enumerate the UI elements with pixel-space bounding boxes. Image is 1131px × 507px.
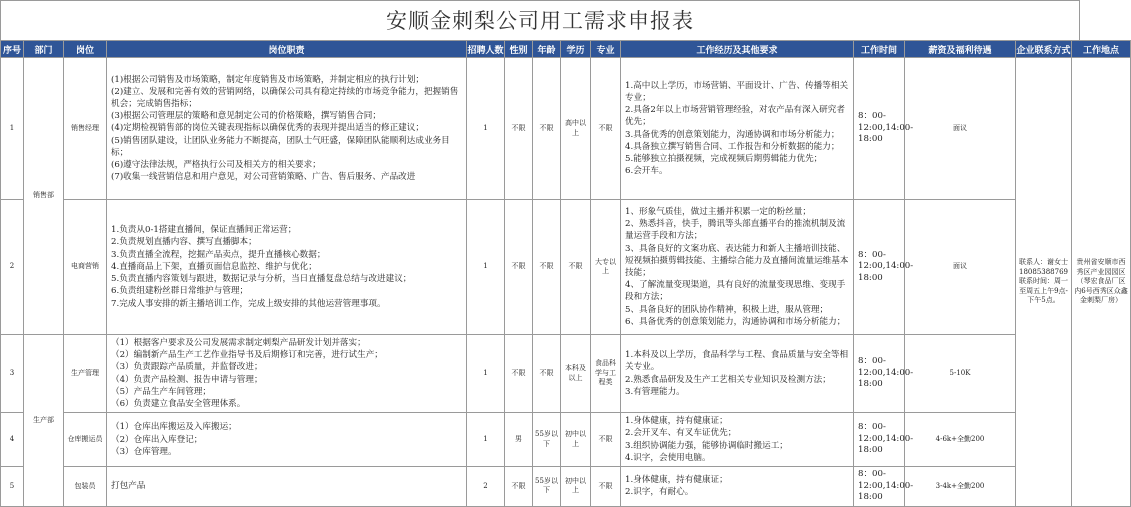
cell-pay: 5-10K: [905, 335, 1016, 413]
cell-major: 食品科学与工程类: [591, 335, 621, 413]
text-line: （3）仓库管理。: [111, 446, 177, 457]
header-pay: 薪资及福利待遇: [905, 41, 1016, 58]
text-line: （4）负责产品检测、报告申请与管理；: [111, 374, 263, 385]
text-line: 打包产品: [111, 481, 146, 492]
text-line: 2.熟悉食品研发及生产工艺相关专业知识及检测方法；: [625, 374, 831, 385]
cell-seq: 2: [1, 200, 24, 335]
text-line: (2)建立、发展和完善有效的营销网络，以确保公司具有稳定持续的市场竞争能力，把握销售机会；完成销售指标；: [111, 86, 459, 109]
text-line: 6.会开车。: [625, 166, 668, 177]
text-line: 5.负责直播内容策划与跟进，数据记录与分析，当日直播复盘总结与改进建议；: [111, 274, 412, 285]
cell-duty: [107, 413, 467, 467]
cell-age: 不限: [533, 200, 561, 335]
text-line: 3.有管理能力。: [625, 386, 685, 397]
cell-requirements: [621, 335, 854, 413]
cell-major: 大专以上: [591, 200, 621, 335]
cell-contact: [1016, 58, 1072, 507]
cell-place: 贵州省安顺市西秀区产业园园区（琴宏食品厂区内6号西秀区众鑫金刺梨厂房）: [1072, 58, 1131, 507]
cell-gender: 不限: [505, 467, 533, 507]
text-line: 联系时间：周一至周五上午9点-下午5点。: [1019, 277, 1068, 305]
text-line: 2.具备2年以上市场营销管理经验，对农产品有深入研究者优先；: [625, 105, 845, 128]
header-seq: 序号: [1, 41, 24, 58]
cell-edu: 本科及以上: [561, 335, 591, 413]
cell-requirements: [621, 58, 854, 200]
text-line: 3.负责直播全流程，挖掘产品卖点，提升直播核心数据；: [111, 249, 326, 260]
cell-pay: 面议: [905, 58, 1016, 200]
header-duty: 岗位职责: [107, 41, 467, 58]
header-edu: 学历: [561, 41, 591, 58]
header-place: 工作地点: [1072, 41, 1131, 58]
cell-gender: 不限: [505, 200, 533, 335]
cell-count: 1: [467, 335, 505, 413]
cell-duty: [107, 200, 467, 335]
table-row: [1, 335, 1131, 413]
header-gender: 性别: [505, 41, 533, 58]
cell-dept-production: 生产部: [24, 335, 64, 507]
text-line: 1.身体健康，持有健康证；: [625, 416, 728, 427]
text-line: （5）产品生产车间管理；: [111, 386, 211, 397]
text-line: （2）编制新产品生产工艺作业指导书及后期修订和完善，进行试生产；: [111, 350, 383, 361]
cell-work-time: 8：00-12:00,14:00-18:00: [854, 200, 905, 335]
cell-work-time: 8：00-12:00,14:00-18:00: [854, 335, 905, 413]
cell-post: 包装员: [64, 467, 107, 507]
text-line: 6.负责组建粉丝群日常维护与管理；: [111, 286, 249, 297]
table-row: [1, 413, 1131, 467]
text-line: (4)定期检视销售部的岗位关键表现指标以确保优秀的表现并提出适当的修正建议；: [111, 123, 424, 134]
text-line: (7)收集一线营销信息和用户意见，对公司营销策略、广告、售后服务、产品改进: [111, 172, 416, 183]
text-line: (5)销售团队建设，让团队业务能力不断提高，团队士气旺盛，保障团队能顺利达成业务目标；: [111, 135, 450, 158]
table-row: [1, 467, 1131, 507]
header-major: 专业: [591, 41, 621, 58]
header-count: 招聘人数: [467, 41, 505, 58]
cell-gender: 男: [505, 413, 533, 467]
cell-age: 不限: [533, 58, 561, 200]
text-line: 联系人：谢女士18085388769: [1019, 258, 1068, 276]
header-post: 岗位: [64, 41, 107, 58]
cell-work-time: 8：00-12:00,14:00-18:00: [854, 467, 905, 507]
cell-requirements: [621, 413, 854, 467]
text-line: 1.本科及以上学历，食品科学与工程、食品质量与安全等相关专业。: [625, 350, 849, 373]
text-line: 6、具备优秀的创意策划能力，沟通协调和市场分析能力；: [625, 316, 846, 327]
header-requirements: 工作经历及其他要求: [621, 41, 854, 58]
cell-pay: 4-6k+全勤200: [905, 413, 1016, 467]
header-contact: 企业联系方式: [1016, 41, 1072, 58]
text-line: 1.身体健康，持有健康证；: [625, 475, 728, 486]
cell-count: 1: [467, 413, 505, 467]
cell-dept-sales: 销售部: [24, 58, 64, 335]
header-age: 年龄: [533, 41, 561, 58]
cell-major: 不限: [591, 413, 621, 467]
cell-seq: 5: [1, 467, 24, 507]
text-line: 3、具备良好的文案功底、表达能力和新人主播培训技能、短视频拍摄剪辑技能、主播综合能力及直播间流量运维基本技能；: [625, 243, 849, 278]
cell-duty: [107, 58, 467, 200]
table-header-row: [1, 41, 1131, 58]
text-line: 1.高中以上学历，市场营销、平面设计、广告、传播等相关专业；: [625, 80, 849, 103]
text-line: 7.完成人事安排的新主播培训工作，完成上级安排的其他运营管理事项。: [111, 298, 386, 309]
cell-post: 电商营销: [64, 200, 107, 335]
cell-edu: 高中以上: [561, 58, 591, 200]
cell-requirements: [621, 200, 854, 335]
text-line: (3)根据公司管理层的策略和意见制定公司的价格策略，撰写销售合同；: [111, 111, 381, 122]
cell-major: 不限: [591, 58, 621, 200]
cell-age: 55岁以下: [533, 413, 561, 467]
text-line: (6)遵守法律法规，严格执行公司及相关方的相关要求；: [111, 160, 321, 170]
text-line: (1)根据公司销售及市场策略，制定年度销售及市场策略，并制定相应的执行计划；: [111, 74, 424, 85]
cell-count: 1: [467, 200, 505, 335]
header-work-time: 工作时间: [854, 41, 905, 58]
requirement-table: [0, 40, 1131, 507]
cell-post: 仓库搬运员: [64, 413, 107, 467]
text-line: 2、熟悉抖音，快手，腾讯等头部直播平台的推流机制及流量运营手段和方法；: [625, 219, 846, 242]
header-dept: 部门: [24, 41, 64, 58]
cell-seq: 3: [1, 335, 24, 413]
cell-seq: 4: [1, 413, 24, 467]
cell-pay: 3-4k+全勤200: [905, 467, 1016, 507]
text-line: 5、具备良好的团队协作精神，积极上进，服从管理；: [625, 304, 829, 315]
cell-work-time: 8：00-12:00,14:00-18:00: [854, 58, 905, 200]
text-line: 3.具备优秀的创意策划能力，沟通协调和市场分析能力；: [625, 129, 840, 140]
cell-pay: 面议: [905, 200, 1016, 335]
text-line: 1、形象气质佳，做过主播并积累一定的粉丝量；: [625, 206, 811, 217]
text-line: 4、了解流量变现渠道，具有良好的流量变现思维、变现手段和方法；: [625, 280, 846, 303]
sheet-title: 安顺金刺梨公司用工需求申报表: [0, 0, 1080, 40]
text-line: （1）根据客户要求及公司发展需求制定刺梨产品研发计划并落实；: [111, 338, 366, 348]
cell-count: 1: [467, 58, 505, 200]
cell-post: 销售经理: [64, 58, 107, 200]
text-line: 2.会开叉车、有叉车证优先；: [625, 428, 737, 439]
text-line: （3）负责跟踪产品质量，并监督改进；: [111, 362, 263, 373]
text-line: 5.能够独立拍摄视频，完成视频后期剪辑能力优先；: [625, 153, 823, 164]
cell-gender: 不限: [505, 335, 533, 413]
cell-gender: 不限: [505, 58, 533, 200]
cell-major: 不限: [591, 467, 621, 507]
text-line: 4.直播商品上下架，直播页面信息监控、维护与优化；: [111, 261, 317, 272]
text-line: 4.具备独立撰写销售合同、工作报告和分析数据的能力；: [625, 141, 840, 152]
cell-count: 2: [467, 467, 505, 507]
cell-post: 生产管理: [64, 335, 107, 413]
cell-requirements: [621, 467, 854, 507]
text-line: （2）仓库出入库登记；: [111, 434, 203, 445]
cell-edu: 初中以上: [561, 467, 591, 507]
text-line: 2.识字，有耐心。: [625, 487, 694, 498]
text-line: 4.识字，会使用电脑。: [625, 452, 711, 463]
text-line: 2.负责规划直播内容、撰写直播脚本；: [111, 237, 257, 248]
text-line: （6）负责建立食品安全管理体系。: [111, 399, 246, 410]
cell-work-time: 8：00-12:00,14:00-18:00: [854, 413, 905, 467]
text-line: 3.组织协调能力强，能够协调临时搬运工；: [625, 440, 788, 451]
text-line: （1）仓库出库搬运及入库搬运；: [111, 422, 237, 433]
cell-edu: 初中以上: [561, 413, 591, 467]
cell-age: 不限: [533, 335, 561, 413]
cell-duty: [107, 467, 467, 507]
cell-edu: 不限: [561, 200, 591, 335]
text-line: 1.负责从0-1搭建直播间，保证直播间正常运营；: [111, 225, 297, 236]
cell-age: 55岁以下: [533, 467, 561, 507]
cell-seq: 1: [1, 58, 24, 200]
table-row: [1, 200, 1131, 335]
table-row: [1, 58, 1131, 200]
cell-duty: [107, 335, 467, 413]
